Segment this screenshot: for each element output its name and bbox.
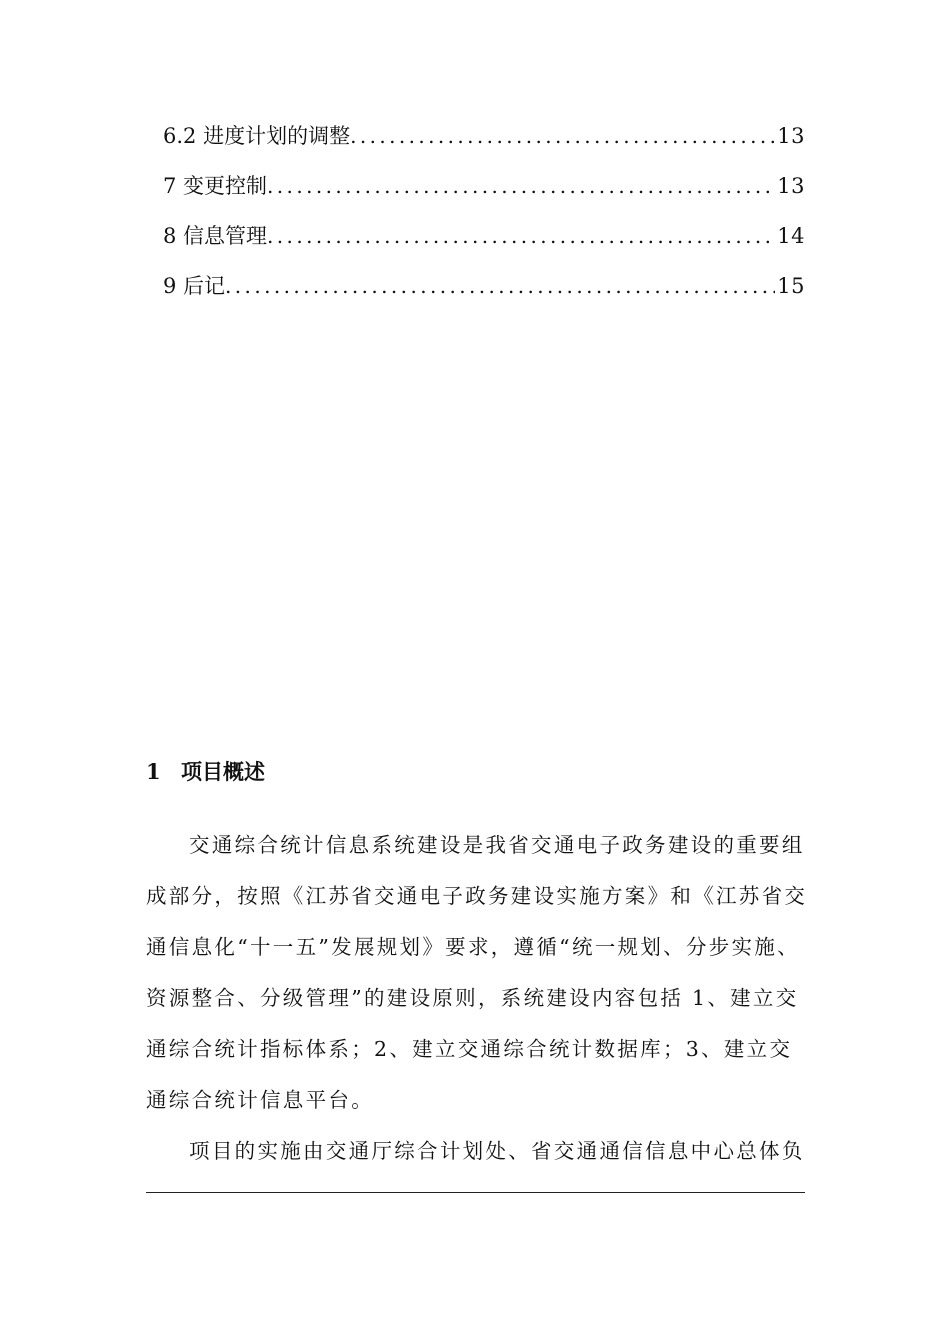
toc-entry[interactable] <box>163 218 805 268</box>
toc-leader-dots <box>267 168 775 204</box>
toc-entry-title: 8 信息管理 <box>163 224 268 248</box>
toc-entry-title: 9 后记 <box>163 274 226 298</box>
toc-entry[interactable] <box>163 118 805 168</box>
toc-entry-page: 13 <box>777 124 805 148</box>
toc-entry-title: 6.2 进度计划的调整 <box>163 124 351 148</box>
toc-leader-dots <box>225 268 775 304</box>
footer-divider <box>146 1192 805 1193</box>
toc-leader-dots <box>350 118 775 154</box>
toc-entry-page: 15 <box>777 274 805 298</box>
toc-entry-title: 7 变更控制 <box>163 174 268 198</box>
toc-entry-page: 14 <box>777 224 805 248</box>
toc-entry[interactable] <box>163 268 805 318</box>
section-heading <box>146 754 265 790</box>
toc-entry[interactable] <box>163 168 805 218</box>
section-number: 1 <box>146 759 161 784</box>
body-paragraph: 交通综合统计信息系统建设是我省交通电子政务建设的重要组成部分，按照《江苏省交通电子政务建设实施方案》和《江苏省交通信息化“十一五”发展规划》要求，遵循“统一规划、分步实施、资源整合、分级管理”的建设原则，系统建设内容包括 1、建立交通综合统计指标体系；2、建立交通综合统计数据库；3、建立交通综合统计信息平台。 <box>146 833 808 1112</box>
section-title: 项目概述 <box>181 759 265 784</box>
table-of-contents <box>163 118 805 318</box>
section-body <box>146 820 808 1177</box>
toc-leader-dots <box>267 218 775 254</box>
body-paragraph: 项目的实施由交通厅综合计划处、省交通通信信息中心总体负 <box>189 1139 805 1163</box>
toc-entry-page: 13 <box>777 174 805 198</box>
